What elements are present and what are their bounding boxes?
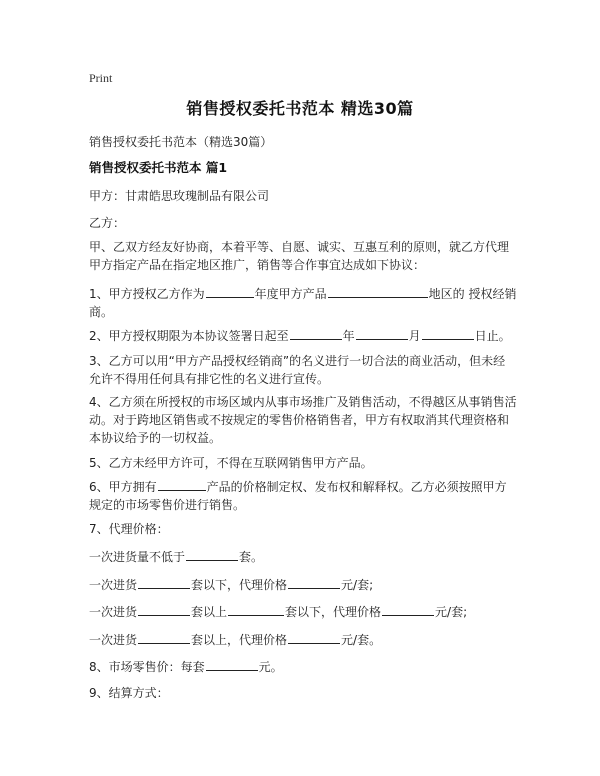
price-line-3-d: 元/套; xyxy=(435,605,468,619)
qty-low-blank xyxy=(138,603,190,616)
clause-6-part-a: 6、甲方拥有 xyxy=(89,480,157,494)
price-line-4-b: 套以上，代理价格 xyxy=(191,633,288,647)
price-line-4-a: 一次进货 xyxy=(89,633,138,647)
clause-5: 5、乙方未经甲方许可，不得在互联网销售甲方产品。 xyxy=(89,456,373,470)
min-qty-blank xyxy=(186,548,238,561)
clause-1 xyxy=(89,285,517,303)
intro-paragraph: 甲、乙双方经友好协商，本着平等、自愿、诚实、互惠互利的原则，就乙方代理甲方指定产品在指定地区推广，销售等合作事宜达成如下协议： xyxy=(89,240,510,272)
page-title: 销售授权委托书范本 精选30篇 xyxy=(186,99,414,118)
price-line-3-b: 套以上 xyxy=(191,605,228,619)
price-blank-2 xyxy=(382,603,434,616)
year-blank xyxy=(206,285,254,298)
product-blank xyxy=(328,285,428,298)
price-line-2-b: 套以下，代理价格 xyxy=(191,578,288,592)
end-month-blank xyxy=(356,327,408,340)
price-line-3 xyxy=(89,603,517,621)
clause-6-part-b: 产品的价格制定权、发布权和解释权。乙方必须按照甲方规定的市场零售价进行销售。 xyxy=(89,480,507,512)
page-subtitle: 销售授权委托书范本（精选30篇） xyxy=(89,135,273,149)
end-year-blank xyxy=(290,327,342,340)
qty-high-blank xyxy=(228,603,284,616)
price-line-3-a: 一次进货 xyxy=(89,605,138,619)
print-link[interactable]: Print xyxy=(89,71,113,85)
price-line-4 xyxy=(89,631,517,649)
party-b-line: 乙方： xyxy=(89,216,126,230)
clause-1-part-a: 1、甲方授权乙方作为 xyxy=(89,287,205,301)
clause-1-end: 商。 xyxy=(89,305,114,319)
price-line-2-a: 一次进货 xyxy=(89,578,138,592)
clause-2-part-d: 日止。 xyxy=(474,329,511,343)
price-blank-3 xyxy=(288,631,340,644)
price-line-1-a: 一次进货量不低于 xyxy=(89,550,186,564)
price-line-2 xyxy=(89,576,517,594)
clause-1-part-c: 地区的 授权经销 xyxy=(428,287,517,301)
brand-blank xyxy=(158,478,206,491)
clause-2-part-c: 月 xyxy=(408,329,421,343)
price-line-4-c: 元/套。 xyxy=(341,633,382,647)
clause-2-part-a: 2、甲方授权期限为本协议签署日起至 xyxy=(89,329,289,343)
section-heading: 销售授权委托书范本 篇1 xyxy=(89,160,228,175)
price-line-3-c: 套以下，代理价格 xyxy=(285,605,382,619)
clause-7: 7、代理价格： xyxy=(89,522,169,536)
clause-8-part-a: 8、市场零售价：每套 xyxy=(89,660,205,674)
clause-8 xyxy=(89,658,517,676)
end-day-blank xyxy=(422,327,474,340)
clause-6 xyxy=(89,478,517,514)
clause-1-part-b: 年度甲方产品 xyxy=(254,287,327,301)
clause-2-part-b: 年 xyxy=(342,329,355,343)
clause-2 xyxy=(89,327,517,345)
party-a-line: 甲方：甘肃皓思玫瑰制品有限公司 xyxy=(89,189,270,203)
clause-8-part-b: 元。 xyxy=(258,660,283,674)
retail-price-blank xyxy=(206,658,258,671)
price-line-2-c: 元/套; xyxy=(341,578,374,592)
qty-blank xyxy=(138,576,190,589)
qty-blank-2 xyxy=(138,631,190,644)
price-blank xyxy=(288,576,340,589)
clause-3: 3、乙方可以用“甲方产品授权经销商”的名义进行一切合法的商业活动，但未经允许不得用任何具有排它性的名义进行宣传。 xyxy=(89,354,506,386)
price-line-1-b: 套。 xyxy=(239,550,264,564)
clause-9: 9、结算方式： xyxy=(89,686,169,700)
clause-4: 4、乙方须在所授权的市场区域内从事市场推广及销售活动，不得越区从事销售活动。对于跨地区销售或不按规定的零售价格销售者，甲方有权取消其代理资格和本协议给予的一切权益。 xyxy=(89,395,517,445)
price-line-1 xyxy=(89,548,517,566)
